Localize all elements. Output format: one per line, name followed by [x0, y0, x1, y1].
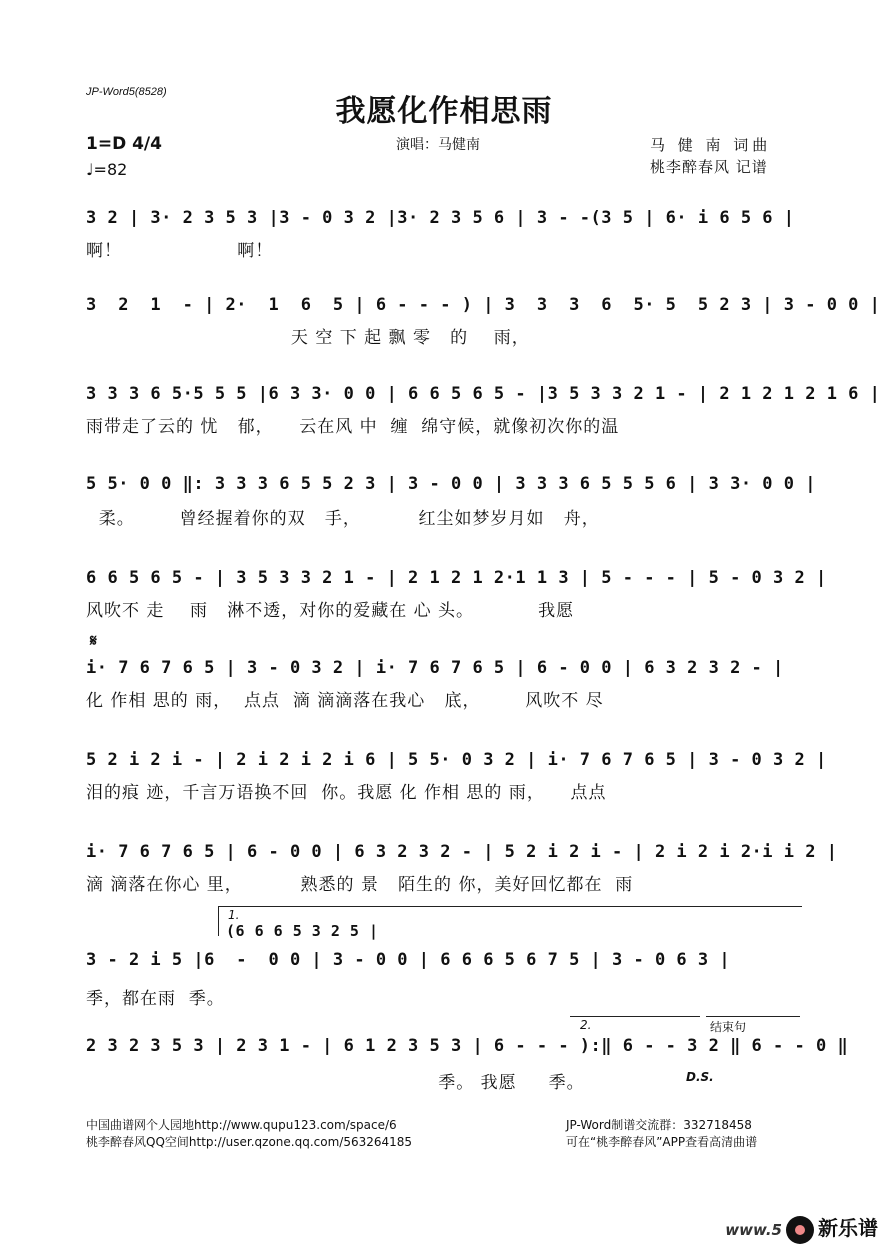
volta-1-bracket — [218, 906, 802, 907]
record-logo-icon — [786, 1216, 814, 1244]
staff-line-5: 6 6 5 6 5 - | 3 5 3 3 2 1 - | 2 1 2 1 2·1 1 3 | 5 - - - | 5 - 0 3 2 | — [86, 568, 827, 588]
staff-line-7: 5 2 i 2 i - | 2 i 2 i 2 i 6 | 5 5· 0 3 2 | i· 7 6 7 6 5 | 3 - 0 3 2 | — [86, 750, 827, 770]
watermark — [725, 1212, 878, 1244]
staff-line-9: 3 - 2 i 5 |6 - 0 0 | 3 - 0 0 | 6 6 6 5 6 7 5 | 3 - 0 6 3 | — [86, 950, 731, 970]
lyric-line-6: 化 作相 思的 雨， 点点 滴 滴滴落在我心 底， 风吹不 尽 — [86, 691, 604, 711]
key-signature: 1=D 4/4 — [86, 134, 162, 154]
song-title: 我愿化作相思雨 — [335, 94, 553, 129]
volta-1-label: 1. — [228, 908, 240, 922]
lyric-line-9: 季，都在雨 季。 — [86, 989, 225, 1009]
staff-line-6: i· 7 6 7 6 5 | 3 - 0 3 2 | i· 7 6 7 6 5 | 6 - 0 0 | 6 3 2 3 2 - | — [86, 658, 784, 678]
watermark-brand: 新乐谱 — [818, 1216, 878, 1240]
staff-line-8: i· 7 6 7 6 5 | 6 - 0 0 | 6 3 2 3 2 - | 5 2 i 2 i - | 2 i 2 i 2·i i 2 | — [86, 842, 838, 862]
transcriber-credit: 桃李醉春风 记谱 — [650, 158, 768, 176]
footer-website: 中国曲谱网个人园地http://www.qupu123.com/space/6 — [86, 1118, 397, 1132]
volta-2-bracket — [570, 1016, 700, 1017]
ending-label: 结束句 — [710, 1020, 747, 1034]
staff-line-3: 3 3 3 6 5·5 5 5 |6 3 3· 0 0 | 6 6 5 6 5 - |3 5 3 3 2 1 - | 2 1 2 1 2 1 6 | — [86, 384, 881, 404]
ending-bracket — [706, 1016, 800, 1017]
segno-icon: 𝄋 — [90, 631, 97, 650]
lyric-line-1: 啊！ 啊！ — [86, 241, 274, 261]
staff-line-1: 3 2 | 3· 2 3 5 3 |3 - 0 3 2 |3· 2 3 5 6 | 3 - -(3 5 | 6· i 6 5 6 | — [86, 208, 795, 228]
lyric-line-8: 滴 滴落在你心 里， 熟悉的 景 陌生的 你，美好回忆都在 雨 — [86, 875, 634, 895]
lyric-line-4: 柔。 曾经握着你的双 手， 红尘如梦岁月如 舟， — [86, 509, 600, 529]
tempo-marking: ♩=82 — [86, 160, 128, 179]
volta-1-bracket-left — [218, 906, 219, 936]
software-version: JP-Word5(8528) — [86, 86, 167, 98]
composer-credit: 马 健 南 词曲 — [650, 136, 772, 154]
lyric-line-3: 雨带走了云的 忧 郁， 云在风 中 缠 绵守候，就像初次你的温 — [86, 417, 620, 437]
staff-line-2: 3 2 1 - | 2· 1 6 5 | 6 - - - ) | 3 3 3 6 5· 5 5 2 3 | 3 - 0 0 | — [86, 295, 881, 315]
footer-app: 可在“桃李醉春风”APP查看高清曲谱 — [566, 1135, 758, 1149]
volta-2-label: 2. — [580, 1018, 592, 1032]
lyric-line-5: 风吹不 走 雨 淋不透，对你的爱藏在 心 头。 我愿 — [86, 601, 575, 621]
singer-credit: 演唱：马健南 — [396, 137, 480, 153]
lyric-line-2: 天 空 下 起 飘 零 的 雨， — [86, 328, 530, 348]
footer-qzone: 桃李醉春风QQ空间http://user.qzone.qq.com/563264185 — [86, 1135, 413, 1149]
volta-1-notes: (6 6 6 5 3 2 5 | — [226, 922, 379, 940]
footer-group: JP-Word制谱交流群：332718458 — [566, 1118, 752, 1132]
staff-line-4: 5 5· 0 0 ‖: 3 3 3 6 5 5 2 3 | 3 - 0 0 | 3 3 3 6 5 5 5 6 | 3 3· 0 0 | — [86, 474, 816, 494]
ds-marking: D.S. — [686, 1070, 714, 1084]
lyric-line-10: 季。 我愿 季。 — [86, 1073, 585, 1093]
lyric-line-7: 泪的痕 迹，千言万语换不回 你。我愿 化 作相 思的 雨， 点点 — [86, 783, 607, 803]
watermark-url: www.5 — [725, 1221, 782, 1239]
staff-line-10: 2 3 2 3 5 3 | 2 3 1 - | 6 1 2 3 5 3 | 6 - - - ):‖ 6 - - 3 2 ‖ 6 - - 0 ‖ — [86, 1036, 849, 1056]
